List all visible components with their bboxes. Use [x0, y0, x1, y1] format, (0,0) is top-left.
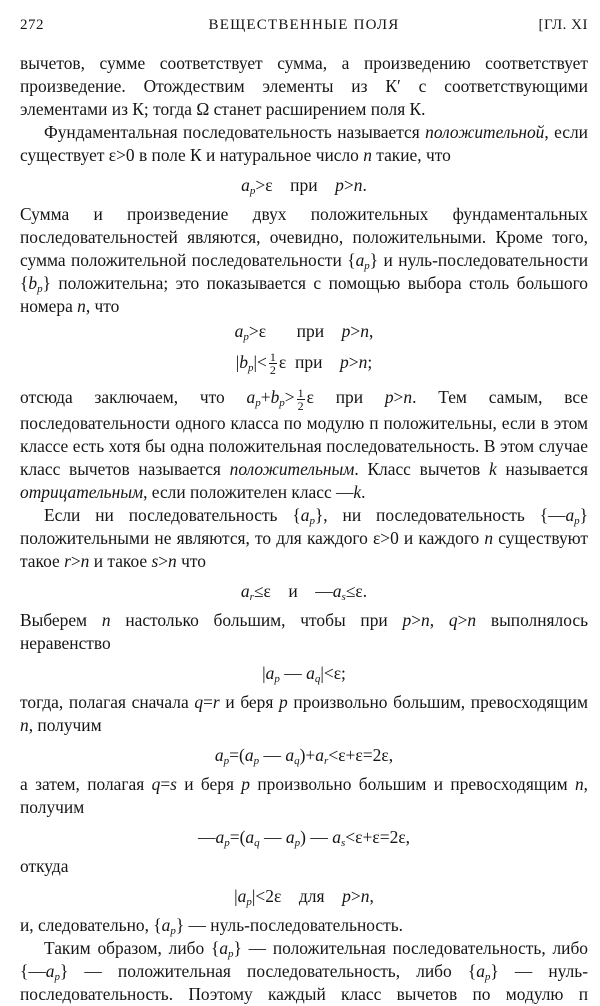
display-formula: $|a_p|<2\varepsilon$ для p>n, [234, 885, 374, 908]
display-formula: $a_p=(a_p$ — $a_q)+a_r<\varepsilon+\varepsilon=2\varepsilon$, [214, 744, 394, 767]
paragraph: Сумма и произведение двух положительных фундаментальных последовательностей являются, очевидно, положительными. Кроме того, сумма положительной последовательности $\{a_p\}$ и нуль-последовательности $\{b_p\}$ положительна; это показывается с помощью выбора столь большого номера n, что [20, 204, 589, 316]
display-formula: $a_p>\varepsilon$ при p>n. [241, 175, 367, 197]
chapter-marker: [ГЛ. XI [538, 17, 588, 33]
paragraph: вычетов, сумме соответствует сумма, а произведению соответствует произведение. Отождествим элементы из К′ с соответствующими элементами из К; тогда Ω станет расширением поля К. [20, 53, 588, 119]
display-formula: $a_p>\varepsilon$ при p>n, [234, 321, 374, 343]
paragraph: и, следовательно, $\{a_p\}$ — нуль-последовательность. [20, 914, 404, 937]
paragraph: Если ни последовательность $\{a_p\}$, ни последовательность $\{—a_p\}$ положительными не являются, то для каждого ε>0 и каждого n существуют такое r>n и такое s>n что [20, 504, 589, 571]
paragraph: откуда [20, 855, 69, 876]
display-formula: $—a_p=(a_q$ — $a_p$) — $a_s<\varepsilon+\varepsilon=2\varepsilon$, [197, 826, 411, 849]
paragraph: тогда, полагая сначала q=r и беря p произвольно большим, превосходящим n, получим [20, 691, 588, 735]
paragraph: Выберем n настолько большим, чтобы при p>n, q>n выполнялось неравенство [20, 609, 588, 653]
display-formula: $|a_p$ — $a_q|<\varepsilon$; [262, 662, 346, 685]
page-number: 272 [20, 17, 44, 33]
display-formula: $|b_p|<$ $\frac{1}{2}$ ε при p>n; [235, 350, 373, 378]
running-title: ВЕЩЕСТВЕННЫЕ ПОЛЯ [208, 17, 400, 33]
paragraph: Таким образом, либо $\{a_p\}$ — положительная последовательность, либо $\{—a_p\}$ — положительная последовательность, либо $\{a_p\}$ — нуль-последовательность. Поэтому каждый класс вычетов по модулю п [20, 937, 589, 1004]
page-header [20, 8, 588, 38]
page-body [20, 52, 588, 1006]
paragraph: отсюда заключаем, что $a_p+b_p>$ $\frac{1}{2}$ ε при p>n. Тем самым, все последовательности одного класса по модулю п положительны, если в этом классе есть хотя бы одна положительная последовательность. В этом случае класс вычетов называется положительным. Класс вычетов k называется отрицательным, если положителен класс —k. [20, 385, 589, 502]
book-page [20, 8, 589, 1004]
paragraph: а затем, полагая q=s и беря p произвольно большим и превосходящим n, получим [20, 773, 588, 817]
display-formula: $a_r\le\varepsilon$ и $—a_s\le\varepsilon$. [240, 580, 368, 603]
paragraph: Фундаментальная последовательность называется положительной, если существует ε>0 в поле К и натуральное число n такие, что [20, 122, 588, 165]
